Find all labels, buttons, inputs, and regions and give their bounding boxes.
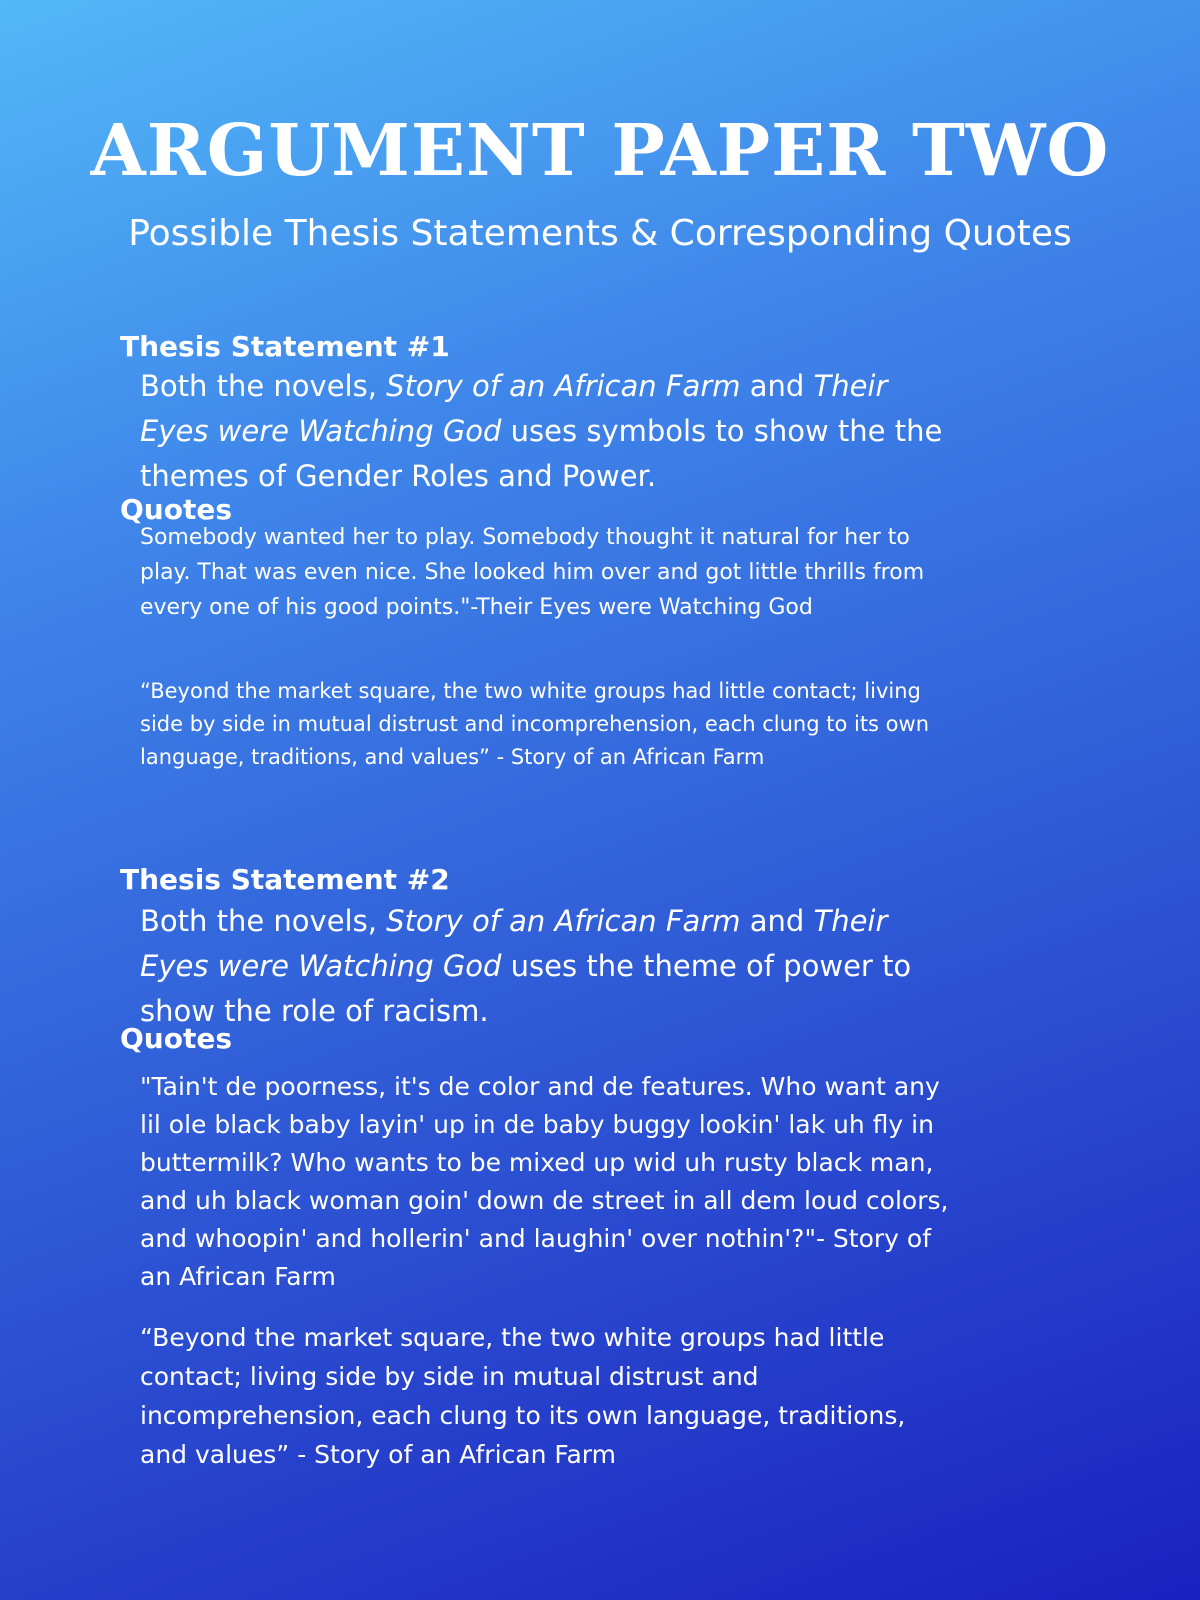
thesis-1-heading: Thesis Statement #1 [120, 330, 450, 363]
thesis-1-pre: Both the novels, [140, 369, 387, 403]
thesis-1-post: uses symbols to show the the themes of Gender Roles and Power. [140, 414, 943, 493]
thesis-2-quote-1: "Tain't de poorness, it's de color and de features. Who want any lil ole black baby layin' up in de baby buggy lookin' lak uh fly in buttermilk? Who wants to be mixed up wid uh rusty black man, and uh black woman goin' down de street in all dem loud colors, and whoopin' and hollerin' and laughin' over nothin'?"- Story of an African Farm [140, 1072, 949, 1291]
thesis-1-quote-1: Somebody wanted her to play. Somebody thought it natural for her to play. That was even nice. She looked him over and got little thrills from every one of his good points."-Their Eyes were Watching God [140, 525, 925, 620]
thesis-1-quotes-label: Quotes [120, 493, 233, 526]
thesis-1-mid: and [740, 369, 814, 403]
thesis-2-mid: and [740, 904, 814, 938]
thesis-2-book2: Their Eyes were Watching God [140, 904, 888, 983]
page-title: ARGUMENT PAPER TWO [90, 108, 1110, 192]
thesis-2-pre: Both the novels, [140, 904, 387, 938]
thesis-2-statement [140, 899, 950, 1034]
thesis-2-post: uses the theme of power to show the role of racism. [140, 949, 912, 1028]
thesis-1-statement [140, 364, 950, 499]
thesis-2-quote-2: “Beyond the market square, the two white groups had little contact; living side by side in mutual distrust and incomprehension, each clung to its own language, traditions, and values” - Story of an African Farm [140, 1323, 906, 1469]
page-subtitle: Possible Thesis Statements & Corresponding Quotes [128, 213, 1072, 254]
thesis-2-heading: Thesis Statement #2 [120, 863, 450, 896]
thesis-1-quote-2: “Beyond the market square, the two white groups had little contact; living side by side in mutual distrust and incomprehension, each clung to its own language, traditions, and values” - Story of an African Farm [140, 679, 929, 769]
thesis-1-book1: Story of an African Farm [386, 369, 741, 403]
thesis-2-quotes-label: Quotes [120, 1022, 233, 1055]
thesis-2-book1: Story of an African Farm [386, 904, 741, 938]
thesis-1-book2: Their Eyes were Watching God [140, 369, 888, 448]
